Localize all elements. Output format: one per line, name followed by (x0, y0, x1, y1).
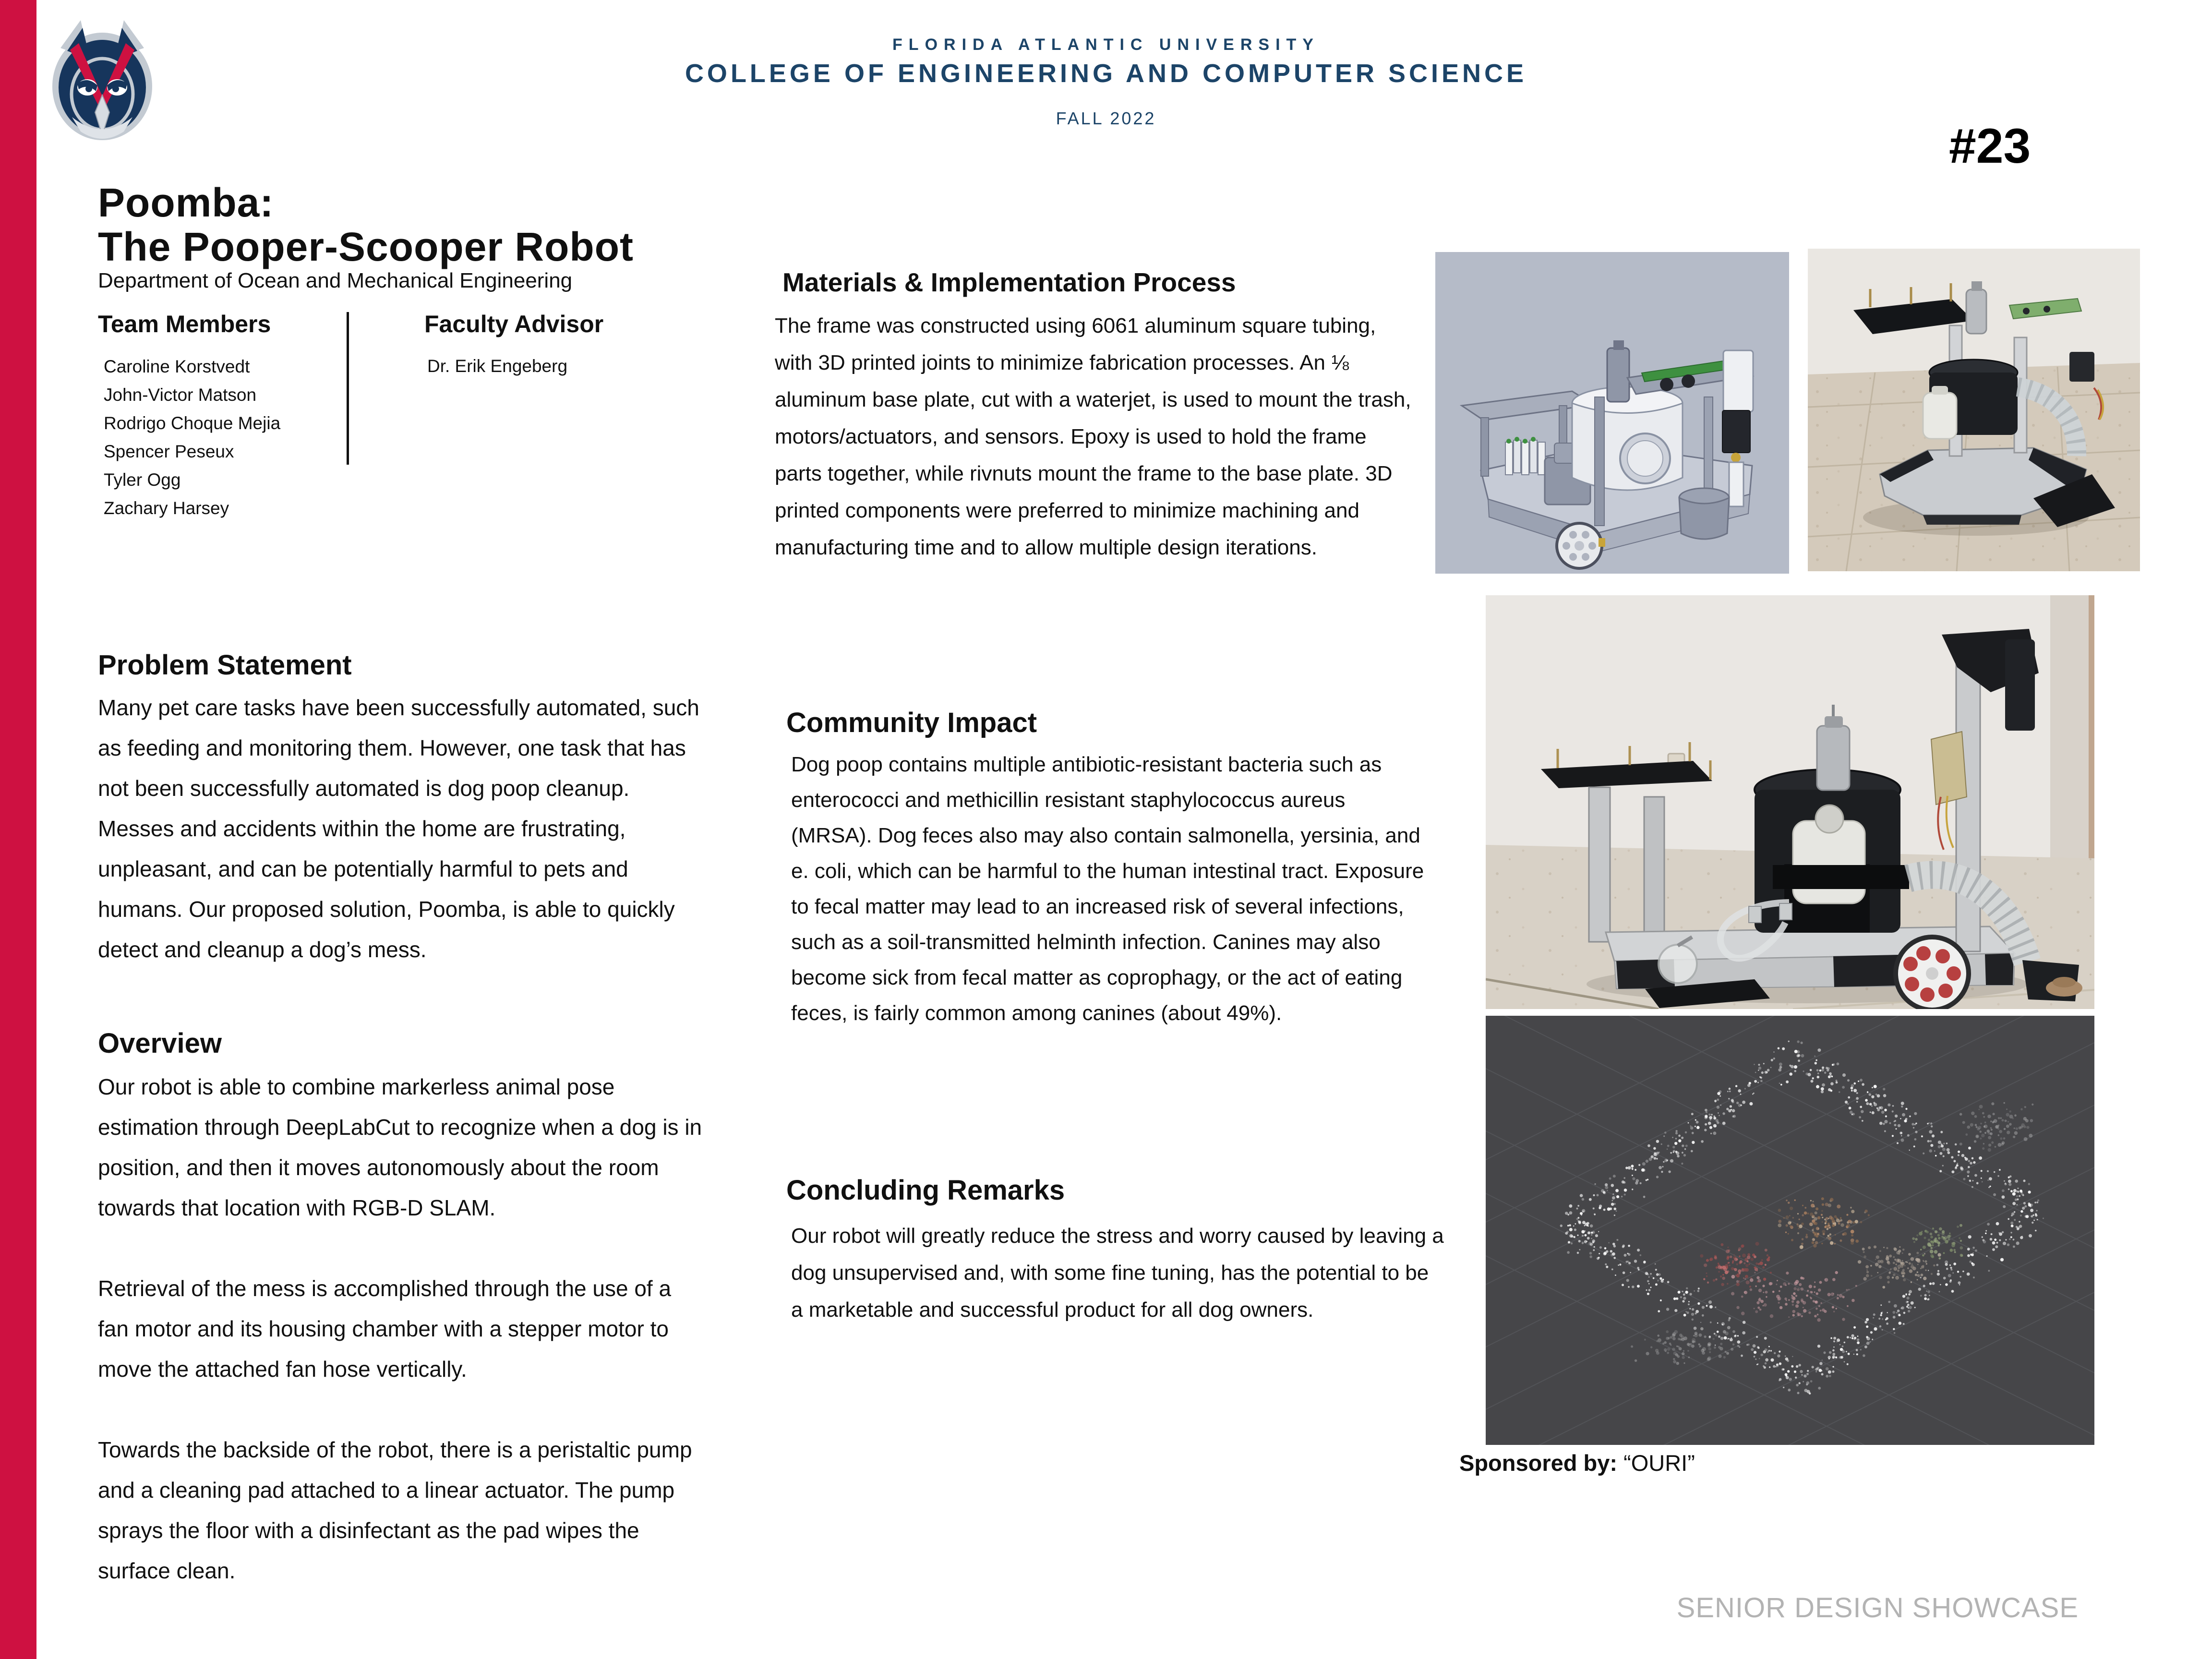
team-member: Zachary Harsey (104, 498, 229, 518)
team-members-heading: Team Members (98, 311, 271, 337)
figure-robot-side-photo (1486, 595, 2094, 1009)
poster-number: #23 (1949, 119, 2031, 173)
advisor-name: Dr. Erik Engeberg (427, 356, 568, 376)
column-divider (347, 312, 349, 465)
team-member: Rodrigo Choque Mejia (104, 413, 281, 433)
problem-statement-heading: Problem Statement (98, 649, 352, 681)
figure-robot-photo (1808, 249, 2140, 571)
problem-statement-body: Many pet care tasks have been successfully automated, such as feeding and monitoring them. However, one task that has not been successfully automated is dog poop cleanup. Messes and accidents within the home are frustrating, unpleasant, and can be potentially harmful to pets and humans. Our proposed solution, Poomba, is able to quickly detect and cleanup a dog’s mess. (98, 695, 699, 962)
sponsored-by-line (1459, 1450, 2131, 1476)
left-accent-bar (0, 0, 36, 1659)
overview-paragraph-2: Retrieval of the mess is accomplished through the use of a fan motor and its housing chamber with a stepper motor to move the attached fan hose vertically. (98, 1276, 672, 1382)
college-name: COLLEGE OF ENGINEERING AND COMPUTER SCIENCE (685, 59, 1527, 88)
concluding-remarks-heading: Concluding Remarks (786, 1175, 1065, 1206)
team-member: Tyler Ogg (104, 470, 181, 490)
overview-heading: Overview (98, 1028, 222, 1059)
term-label: FALL 2022 (1056, 108, 1156, 128)
title-line-1: Poomba: (98, 180, 274, 225)
figure-cad-model (1435, 252, 1789, 574)
department-label: Department of Ocean and Mechanical Engineering (98, 269, 573, 292)
sponsored-by-label: Sponsored by: (1459, 1450, 1618, 1476)
materials-body: The frame was constructed using 6061 aluminum square tubing, with 3D printed joints to minimize fabrication processes. An ⅛ aluminum base plate, cut with a waterjet, is used to mount the trash, motors/actuators, and sensors. Epoxy is used to hold the frame parts together, while rivnuts mount the frame to the base plate. 3D printed components were preferred to minimize machining and manufacturing time and to allow multiple design iterations. (775, 314, 1411, 559)
overview-paragraph-1: Our robot is able to combine markerless animal pose estimation through DeepLabCut to recognize when a dog is in position, and then it moves autonomously about the room towards that location with RGB-D SLAM. (98, 1074, 702, 1220)
university-name: FLORIDA ATLANTIC UNIVERSITY (892, 36, 1320, 54)
faculty-advisor-heading: Faculty Advisor (424, 311, 604, 337)
community-impact-heading: Community Impact (786, 707, 1037, 738)
concluding-remarks-body: Our robot will greatly reduce the stress and worry caused by leaving a dog unsupervised and, with some fine tuning, has the potential to be a marketable and successful product for all dog owners. (791, 1224, 1444, 1322)
title-line-2: The Pooper-Scooper Robot (98, 224, 634, 269)
community-impact-body: Dog poop contains multiple antibiotic-resistant bacteria such as enterococci and methicillin resistant staphylococcus aureus (MRSA). Dog feces also may also contain salmonella, yersinia, and e. coli, which can be harmful to the human intestinal tract. Exposure to fecal matter may lead to an increased risk of several infections, such as a soil-transmitted helminth infection. Canines may also become sick from fecal matter as coprophagy, or the act of eating feces, is fairly common among canines (about 49%). (791, 753, 1424, 1025)
sponsor-name: “OURI” (1623, 1450, 1695, 1476)
figure-slam-pointcloud (1486, 1016, 2094, 1445)
team-member-list (104, 352, 344, 522)
team-member: John-Victor Matson (104, 385, 257, 405)
materials-heading: Materials & Implementation Process (782, 267, 1236, 297)
showcase-watermark: SENIOR DESIGN SHOWCASE (1676, 1592, 2079, 1623)
project-title (98, 180, 799, 269)
team-member: Spencer Peseux (104, 442, 234, 461)
overview-paragraph-3: Towards the backside of the robot, there is a peristaltic pump and a cleaning pad attached to a linear actuator. The pump sprays the floor with a disinfectant as the pad wipes the surface clean. (98, 1437, 692, 1583)
team-member: Caroline Korstvedt (104, 357, 250, 376)
